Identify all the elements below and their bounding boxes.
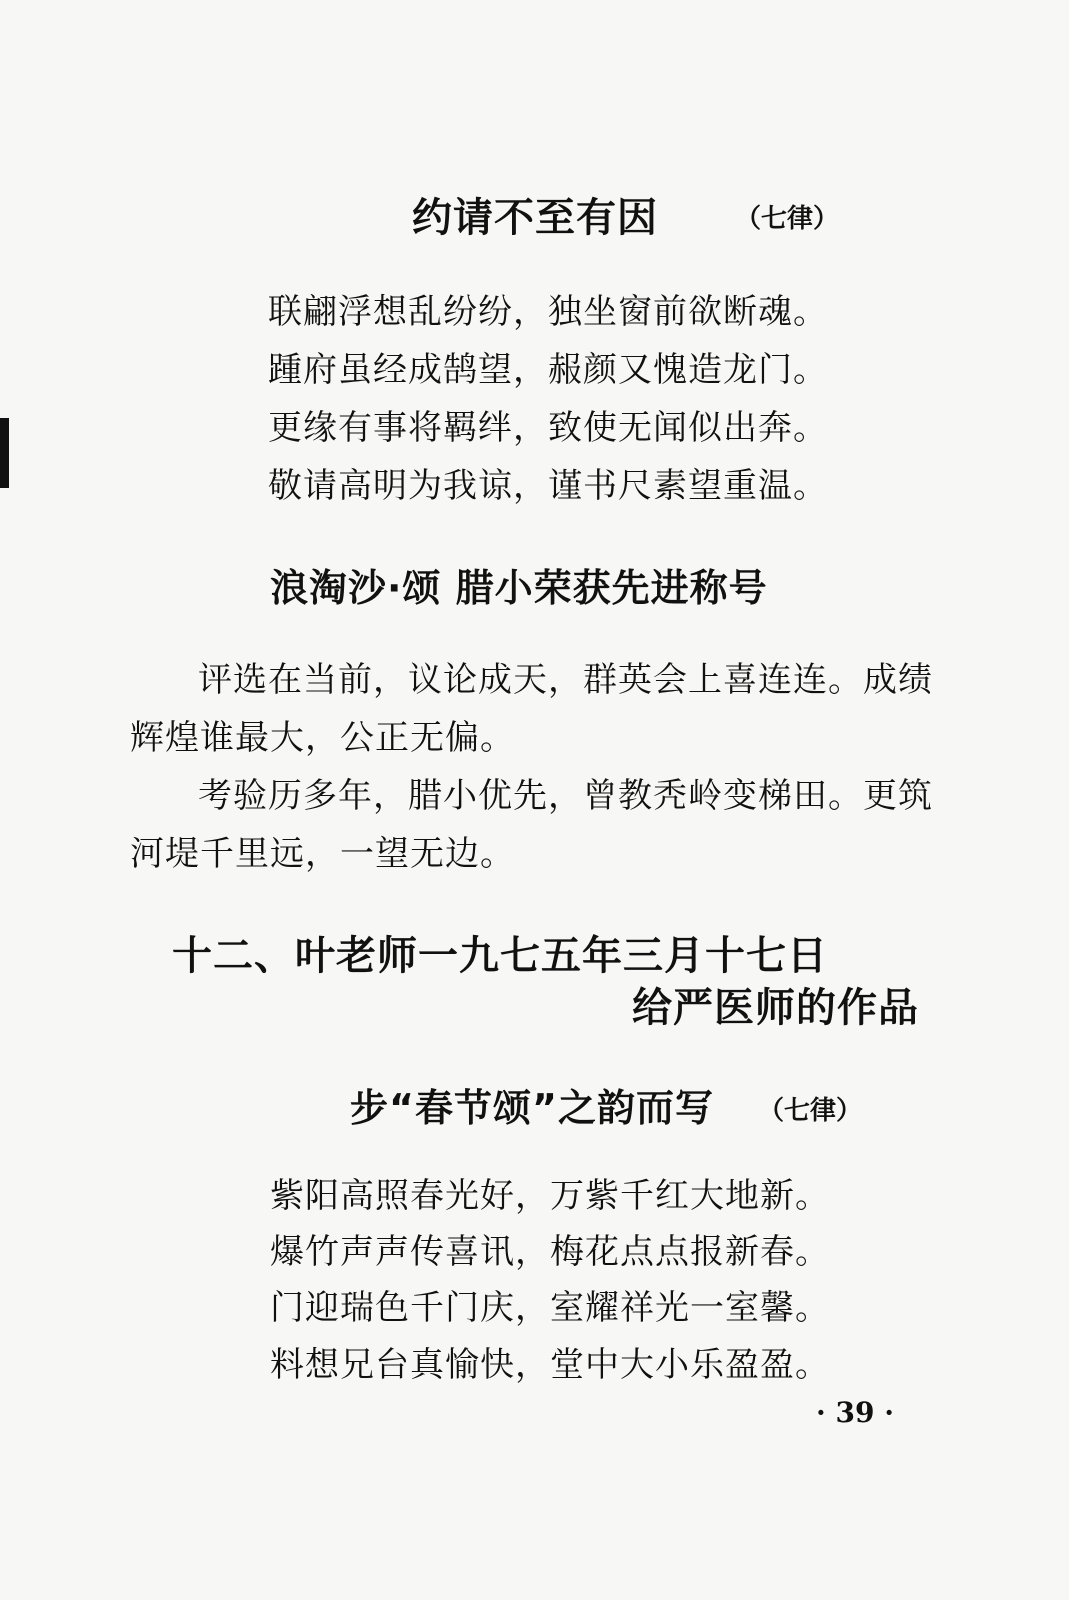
verse-line: 踵府虽经成鹄望，赧颜又愧造龙门。 [268,350,828,390]
poem-form: （七律） [758,1096,863,1126]
verse-line: 紫阳高照春光好，万紫千红大地新。 [270,1176,830,1216]
section-heading-line1: 十二、叶老师一九七五年三月十七日 [172,933,828,979]
verse-line: 联翩浮想乱纷纷，独坐窗前欲断魂。 [268,292,828,332]
prose-paragraph: 评选在当前，议论成天，群英会上喜连连。成绩辉煌谁最大，公正无偏。 [130,660,933,758]
poem-title: 步“春节颂”之韵而写 [350,1086,714,1130]
scan-edge-mark [0,418,9,488]
poem-form: （七律） [735,204,840,234]
verse-line: 爆竹声声传喜讯，梅花点点报新春。 [270,1232,830,1272]
verse-line: 敬请高明为我谅，谨书尺素望重温。 [268,466,828,506]
poem-title: 浪淘沙·颂 腊小荣获先进称号 [270,566,768,610]
prose-paragraph: 考验历多年，腊小优先，曾教秃岭变梯田。更筑河堤千里远，一望无边。 [130,776,933,874]
poem-body [130,651,950,883]
page-number: · 39 · [816,1396,894,1429]
poem-title: 约请不至有因 [412,195,658,241]
verse-line: 更缘有事将羁绊，致使无闻似出奔。 [268,408,828,448]
verse-line: 料想兄台真愉快，堂中大小乐盈盈。 [270,1345,830,1385]
verse-line: 门迎瑞色千门庆，室耀祥光一室馨。 [270,1288,830,1328]
section-heading-line2: 给严医师的作品 [632,985,919,1031]
